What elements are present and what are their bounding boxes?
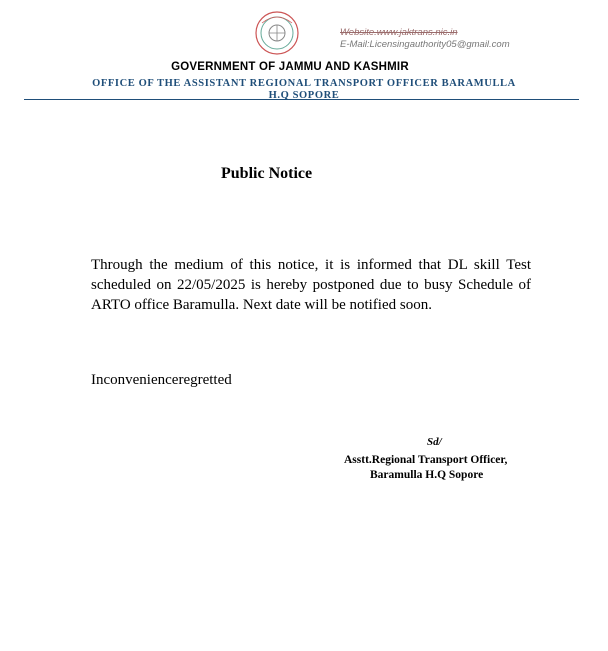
government-heading: GOVERNMENT OF JAMMU AND KASHMIR xyxy=(171,61,409,73)
website-text: Website.www.jaktrans.nic.in xyxy=(340,27,458,38)
notice-title: Public Notice xyxy=(221,165,313,182)
notice-body: Through the medium of this notice, it is informed that DL skill Test scheduled on 22/05/2025 is hereby postponed due to busy Schedule of ARTO office Baramulla. Next date will be notified soon. xyxy=(91,257,531,313)
office-heading-line2: H.Q SOPORE xyxy=(268,90,340,101)
department-emblem-icon xyxy=(247,9,307,59)
office-heading-line1: OFFICE OF THE ASSISTANT REGIONAL TRANSPORT OFFICER BARAMULLA xyxy=(92,78,516,89)
header-divider xyxy=(24,99,579,100)
signature-mark: Sd/ xyxy=(427,436,442,448)
signatory-location: Baramulla H.Q Sopore xyxy=(370,469,484,481)
notice-closing: Inconvenienceregretted xyxy=(91,372,232,388)
signatory-designation: Asstt.Regional Transport Officer, xyxy=(344,454,508,466)
email-text: E-Mail:Licensingauthority05@gmail.com xyxy=(340,39,510,50)
